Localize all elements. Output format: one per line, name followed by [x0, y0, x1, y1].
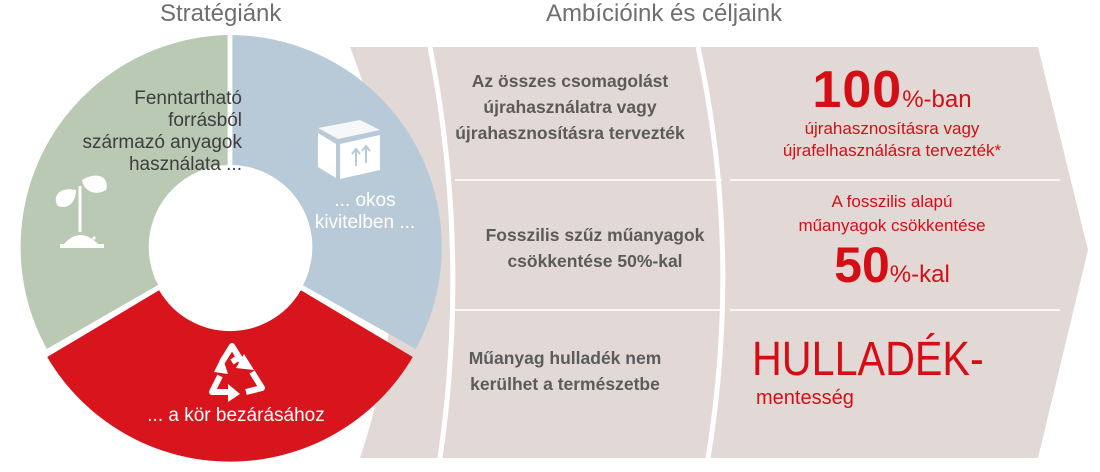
segment-closing-label [126, 405, 346, 427]
segment-materials-label [62, 88, 242, 176]
goal-2-suffix: %-kal [889, 261, 950, 288]
design-line-2: kivitelben ... [314, 212, 416, 233]
ambition-cell-3 [440, 345, 690, 397]
goal-2-line-2: műanyagok csökkentése [798, 216, 986, 235]
segment-design-label [300, 190, 430, 234]
goal-1-headline [742, 60, 1042, 120]
goal-3-word: HULLADÉK- [752, 333, 984, 386]
ambition-3-line-1: Műanyag hulladék nem [468, 348, 662, 368]
materials-line-1: Fenntartható [134, 88, 242, 109]
box-icon [318, 120, 380, 179]
materials-line-2: forrásból [168, 110, 242, 131]
ambition-1-line-2: újrahasználatra vagy [483, 97, 657, 117]
goal-1 [742, 60, 1042, 162]
goal-1-line-2: újrafelhasználásra tervezték* [782, 141, 1002, 160]
goal-3-sub: mentesség [756, 387, 854, 409]
ambition-1-line-1: Az összes csomagolást [471, 71, 669, 91]
ambition-2-line-2: csökkentése 50%-kal [507, 251, 683, 271]
ambition-2-line-1: Fosszilis szűz műanyagok [485, 225, 705, 245]
closing-line-1: ... a kör bezárásához [147, 405, 325, 426]
ambition-cell-1 [440, 68, 700, 146]
ambition-cell-2 [470, 222, 720, 274]
materials-line-4: használata ... [128, 154, 242, 175]
ambition-1-line-3: újrahasznosításra tervezték [455, 123, 685, 143]
materials-line-3: származó anyagok [82, 132, 242, 153]
strategy-heading: Stratégiánk [160, 0, 282, 27]
goal-3 [752, 334, 1002, 410]
goal-2-line-1: A fosszilis alapú [831, 192, 953, 211]
ambitions-heading: Ambícióink és céljaink [546, 0, 783, 27]
segment-materials [21, 35, 228, 349]
goal-2-number: 50 [834, 237, 890, 293]
goal-2-headline [752, 236, 1032, 294]
goal-1-suffix: %-ban [902, 86, 972, 113]
goal-2 [752, 190, 1032, 294]
design-line-1: ... okos [334, 190, 396, 211]
goal-1-line-1: újrahasznosításra vagy [804, 119, 980, 138]
ambition-3-line-2: kerülhet a természetbe [470, 374, 660, 394]
goal-1-number: 100 [812, 61, 903, 119]
